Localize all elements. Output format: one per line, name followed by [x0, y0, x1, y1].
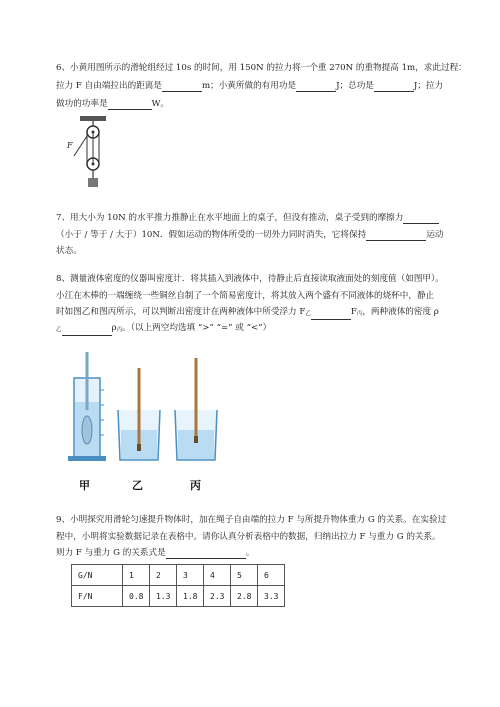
q7-answer-blank-1[interactable]	[403, 214, 439, 224]
figure-label-jia: 甲	[79, 479, 90, 492]
q6-text: J；拉力	[413, 81, 444, 91]
q9-line-1: 9、小明探究用滑轮匀速提升物体时，加在绳子自由端的拉力 F 与所提升物体重力 G 的关系。在实验过	[56, 515, 447, 525]
table-cell: 4	[204, 565, 231, 586]
q7-text: 运动	[426, 230, 444, 240]
q6-answer-blank-4[interactable]	[108, 100, 152, 110]
q6-answer-blank-2[interactable]	[296, 82, 336, 92]
table-cell: 2.8	[231, 586, 258, 607]
q6-line-1: 6、小黄用图所示的滑轮组经过 10s 的时间，用 150N 的拉力将一个重 270N 的重物提高 1m，求此过程：	[56, 63, 467, 73]
q8-answer-blank-1[interactable]	[311, 310, 351, 320]
q6-answer-blank-3[interactable]	[374, 82, 414, 92]
q8-subscript: 丙	[116, 327, 123, 333]
figure-label-yi: 乙	[132, 479, 143, 492]
q9-line-3	[56, 548, 254, 559]
q8-line-2: 小江在木棒的一端缠绕一些铜丝自制了一个简易密度计，将其放入两个盛有不同液体的烧杯中，静止	[56, 291, 435, 301]
q8-text: ，两种液体的密度 ρ	[362, 307, 439, 317]
table-cell: F/N	[72, 586, 123, 607]
q6-text: m；小黄所做的有用功是	[201, 81, 297, 91]
rope-pull-end	[74, 136, 87, 156]
beaker-bing	[175, 358, 217, 460]
table-cell: 0.8	[123, 586, 150, 607]
q6-text: 做功的功率是	[56, 99, 108, 109]
table-cell: 3	[177, 565, 204, 586]
q9-text: 。	[245, 548, 255, 558]
q6-text: 拉力 F 自由端拉出的距离是	[56, 81, 162, 91]
q8-text: 时如图乙和图丙所示，可以判断出密度计在两种液体中所受浮力 F	[56, 307, 306, 317]
table-cell: 1	[123, 565, 150, 586]
table-cell: 5	[231, 565, 258, 586]
q8-subscript: 乙	[305, 311, 311, 317]
pulley-ceiling	[80, 116, 106, 121]
q8-line-1: 8、测量液体密度的仪器叫密度计．将其插入到液体中，待静止后直接读取液面处的刻度值（如图甲）。	[56, 274, 444, 284]
q8-text: F	[350, 307, 357, 317]
q7-line-3: 状态。	[56, 246, 82, 256]
q8-subscript: 丙	[356, 311, 363, 317]
q8-line-3	[56, 307, 439, 320]
table-cell: 1.8	[177, 586, 204, 607]
q7-text: （小于 / 等于 / 大于）10N．假如运动的物体所受的一切外力同时消失，它将保持	[56, 230, 367, 240]
q7-text: 7、用大小为 10N 的水平推力推静止在水平地面上的桌子，但没有推动，桌子受到的摩擦力	[56, 213, 404, 223]
data-table	[71, 564, 285, 607]
table-cell: G/N	[72, 565, 123, 586]
table-cell: 2.3	[204, 586, 231, 607]
q6-text: J；总功是	[336, 81, 374, 91]
table-cell: 1.3	[150, 586, 177, 607]
q8-text: 。（以上两空均选填 “>” “=” 或 “<”）	[122, 323, 272, 333]
cylinder-jia	[68, 352, 106, 461]
force-label: F	[67, 141, 73, 150]
q9-text: 则力 F 与重力 G 的关系式是	[56, 548, 166, 558]
q8-answer-blank-2[interactable]	[62, 326, 112, 336]
hydrometer-figure	[60, 350, 230, 470]
table-cell: 2	[150, 565, 177, 586]
load-block	[88, 178, 98, 187]
beaker-yi	[118, 368, 160, 460]
table-row	[72, 586, 285, 607]
q7-answer-blank-2[interactable]	[366, 231, 426, 241]
movable-pulley-axle	[92, 163, 95, 166]
q7-line-2	[56, 230, 443, 241]
q8-line-4	[56, 323, 271, 336]
q6-line-3	[56, 99, 169, 110]
table-row	[72, 565, 285, 586]
q7-line-1	[56, 213, 439, 224]
table-cell: 3.3	[258, 586, 285, 607]
q6-answer-blank-1[interactable]	[162, 82, 202, 92]
q6-text: W。	[151, 99, 170, 109]
figure-label-bing: 丙	[190, 479, 201, 492]
q8-subscript: 乙	[56, 327, 62, 333]
q8-text: ρ	[111, 323, 117, 333]
table-cell: 6	[258, 565, 285, 586]
q6-line-2	[56, 81, 443, 92]
q9-line-2: 程中，小明将实验数据记录在表格中。请你认真分析表格中的数据，归纳出拉力 F 与重力 G 的关系。	[56, 532, 441, 542]
pulley-figure	[58, 114, 118, 196]
q9-answer-blank[interactable]	[166, 549, 246, 559]
